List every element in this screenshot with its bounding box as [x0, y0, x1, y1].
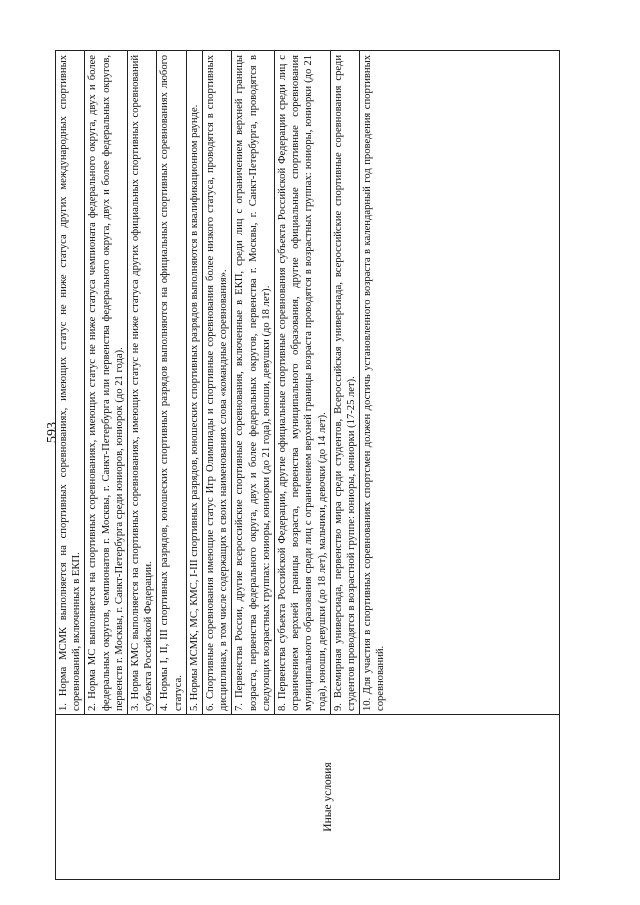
condition-item: 2. Норма МС выполняется на спортивных соревнованиях, имеющих статус не ниже статуса чемпионата федерального округа, двух и более федеральных округов, чемпионатов г. Москвы, г. Санкт-Петербурга или первенства федерального округа, двух и более федеральных округов, первенств г. Москвы, г. Санкт-Петербурга среди юниоров, юниорок (до 21 года). — [85, 51, 128, 714]
condition-item: 6. Спортивные соревнования имеющие статус Игр Олимпиады и спортивные соревнования более низкого статуса, проводятся в спортивных дисциплинах, в том числе содержащих в своих наименованиях слова «командные соревнования». — [203, 51, 232, 714]
conditions-label-cell — [56, 715, 560, 880]
condition-item: 7. Первенства России, другие всероссийские спортивные соревнования, включенные в ЕКП, среди лиц с ограничением верхней границы возраста, первенства федерального округа, двух и более федеральных округов, первенства г. Москвы, г. Санкт-Петербурга, проводятся в следующих возрастных группах: юниоры, юниорки (до 21 года), юноши, девушки (до 18 лет). — [232, 51, 275, 714]
conditions-table-block — [55, 50, 560, 880]
condition-item: 8. Первенства субъекта Российской Федерации, другие официальные спортивные соревнования субъекта Российской Федерации среди лиц с ограничением верхней границы возраста, первенства муниципального образования, другие официальные спортивные соревнования муниципального образования среди лиц с ограничением верхней границы возраста проводятся в возрастных группах: юниоры, юниорки (до 21 года), юноши, девушки (до 18 лет), мальчики, девочки (до 14 лет). — [275, 51, 331, 714]
condition-item: 5. Нормы МСМК, МС, КМС, I-III спортивных разрядов, юношеских спортивных разрядов выполняются в квалификационном раунде. — [187, 51, 203, 714]
table-row — [56, 51, 560, 880]
condition-item: 9. Всемирная универсиада, первенство мира среди студентов, Всероссийская универсиада, всероссийские спортивные соревнования среди студентов проводятся в возрастной группе: юниоры, юниорки (17-25 лет). — [331, 51, 360, 714]
condition-item: 1. Норма МСМК выполняется на спортивных соревнованиях, имеющих статус не ниже статуса других международных спортивных соревнований, включенных в ЕКП. — [56, 51, 85, 714]
condition-item: 3. Норма КМС выполняется на спортивных соревнованиях, имеющих статус не ниже статуса других официальных спортивных соревнований субъекта Российской Федерации. — [128, 51, 157, 714]
conditions-items-cell — [56, 51, 560, 715]
condition-item: 4. Нормы I, II, III спортивных разрядов, юношеских спортивных разрядов выполняются на официальных спортивных соревнованиях любого статуса. — [157, 51, 186, 714]
conditions-label: Иные условия — [321, 762, 334, 832]
condition-item: 10. Для участия в спортивных соревнованиях спортсмен должен достичь установленного возраста в календарный год проведения спортивных соревнований. — [362, 55, 387, 711]
page-number: 593 — [45, 422, 60, 443]
conditions-table — [55, 50, 560, 880]
